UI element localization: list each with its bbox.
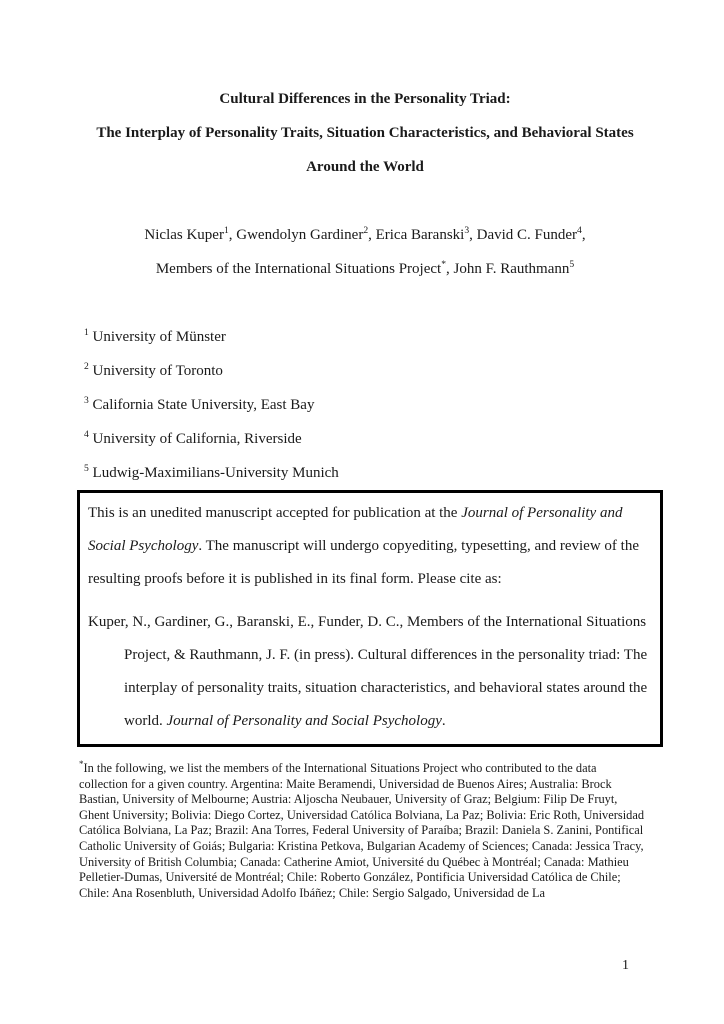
page-number: 1 — [622, 958, 629, 973]
affiliation-list — [84, 320, 646, 490]
acceptance-notice-text: This is an unedited manuscript accepted for publication at the Journal of Personality and Social Psychology. The manuscript will undergo copyediting, typesetting, and review of the resulting proofs before it is published in its final form. Please cite as: — [88, 505, 639, 587]
affiliation-3: $^3$ California State University, East Bay — [84, 395, 315, 413]
acceptance-notice-box — [77, 490, 663, 747]
citation-text: Kuper, N., Gardiner, G., Baranski, E., Funder, D. C., Members of the International Situations Project, & Rauthmann, J. F. (in press). Cultural differences in the personality triad: The interplay of personality traits, situation characteristics, and behavioral states around the world. Journal of Personality and Social Psychology. — [88, 614, 648, 729]
author-line-2: Members of the International Situations Project*, John F. Rauthmann$^5$ — [155, 259, 575, 277]
title-line-3: Around the World — [306, 159, 424, 175]
contributors-footnote: *In the following, we list the members of the International Situations Project who contributed to the data collection for a given country. Argentina: Maite Beramendi, Universidad de Buenos Aires; Australia: Brock Bastian, University of Melbourne; Austria: Aljoscha Neubauer, University of Graz; Belgium: Filip De Fruyt, Ghent University; Bolivia: Diego Cortez, Universidad Católica Bolviana, La Paz; Bolivia: Eric Roth, Universidad Católica Bolviana, La Paz; Brazil: Ana Torres, Federal University of Paraíba; Brazil: Daniela S. Zanini, Pontifical Catholic University of Goiás; Bulgaria: Kristina Petkova, Bulgarian Academy of Sciences; Canada: Jessica Tracy, University of British Columbia; Canada: Catherine Amiot, Université du Québec à Montréal; Canada: Mathieu Pelletier-Dumas, Université de Montréal; Chile: Roberto González, Pontificia Universidad Católica de Chile; Chile: Ana Rosenbluth, Universidad Adolfo Ibáñez; Chile: Sergio Salgado, Universidad de La — [79, 758, 645, 900]
affiliation-4: $^4$ University of California, Riverside — [84, 429, 302, 447]
affiliation-1: $^1$ University of Münster — [84, 327, 226, 345]
title-line-2: The Interplay of Personality Traits, Situation Characteristics, and Behavioral States — [96, 125, 634, 141]
author-list — [84, 218, 646, 286]
title-line-1: Cultural Differences in the Personality Triad: — [219, 91, 511, 107]
paper-title — [84, 82, 646, 184]
author-line-1: Niclas Kuper$^1$, Gwendolyn Gardiner$^2$, Erica Baranski$^3$, David C. Funder$^4$, — [144, 225, 586, 243]
affiliation-2: $^2$ University of Toronto — [84, 361, 223, 379]
affiliation-5: $^5$ Ludwig-Maximilians-University Munich — [84, 463, 339, 481]
